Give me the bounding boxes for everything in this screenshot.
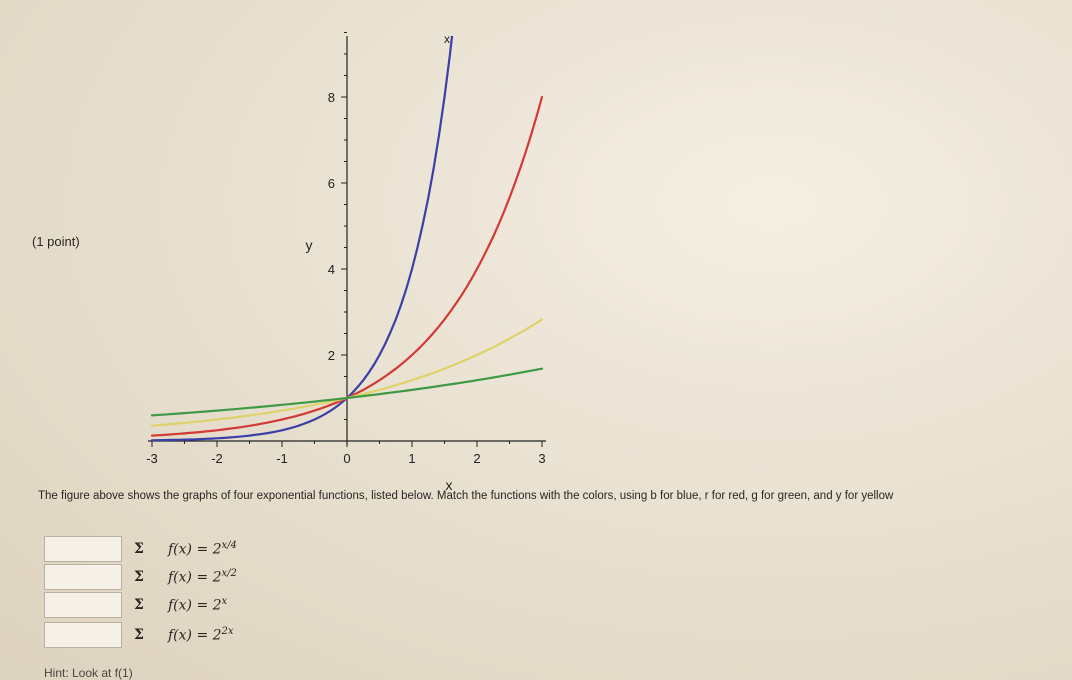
point-label: (1 point)	[32, 234, 80, 249]
graph-axes	[148, 33, 546, 448]
x-tick-label: 0	[343, 451, 351, 466]
problem-statement: The figure above shows the graphs of four exponential functions, listed below. Match the functions with the colors, using b for blue, r for red, g for green, and y for yellow	[38, 490, 894, 502]
sigma-icon[interactable]: Σ	[128, 624, 150, 646]
graph-labels	[146, 32, 545, 493]
sigma-icon[interactable]: Σ	[128, 594, 150, 616]
curve-1	[152, 0, 510, 440]
sigma-icon[interactable]: Σ	[128, 538, 150, 560]
sigma-icon[interactable]: Σ	[128, 566, 150, 588]
formula-4: $f(x) = 2^{2x}$	[168, 626, 234, 644]
x-tick-label: 2	[473, 451, 481, 466]
y-tick-label: 8	[327, 90, 335, 105]
answer-input-2[interactable]	[44, 564, 122, 590]
x-top-mark: x	[444, 32, 450, 46]
y-tick-label: 6	[327, 176, 335, 191]
answer-input-1[interactable]	[44, 536, 122, 562]
y-tick-label: 4	[327, 262, 335, 277]
x-tick-label: -3	[146, 451, 158, 466]
answer-input-4[interactable]	[44, 622, 122, 648]
hint-text: Hint: Look at f(1)	[44, 666, 133, 680]
formula-1: $f(x) = 2^{x/4}$	[168, 540, 237, 558]
y-tick-label: 2	[327, 348, 335, 363]
x-tick-label: -1	[276, 451, 288, 466]
x-tick-label: 1	[408, 451, 416, 466]
formula-3: $f(x) = 2^x$	[168, 596, 228, 614]
x-axis-label: x	[445, 477, 453, 493]
y-axis-label: y	[305, 237, 313, 253]
exponential-graph	[0, 0, 560, 493]
x-tick-label: -2	[211, 451, 223, 466]
x-tick-label: 3	[538, 451, 546, 466]
answer-input-3[interactable]	[44, 592, 122, 618]
formula-2: $f(x) = 2^{x/2}$	[168, 568, 237, 586]
